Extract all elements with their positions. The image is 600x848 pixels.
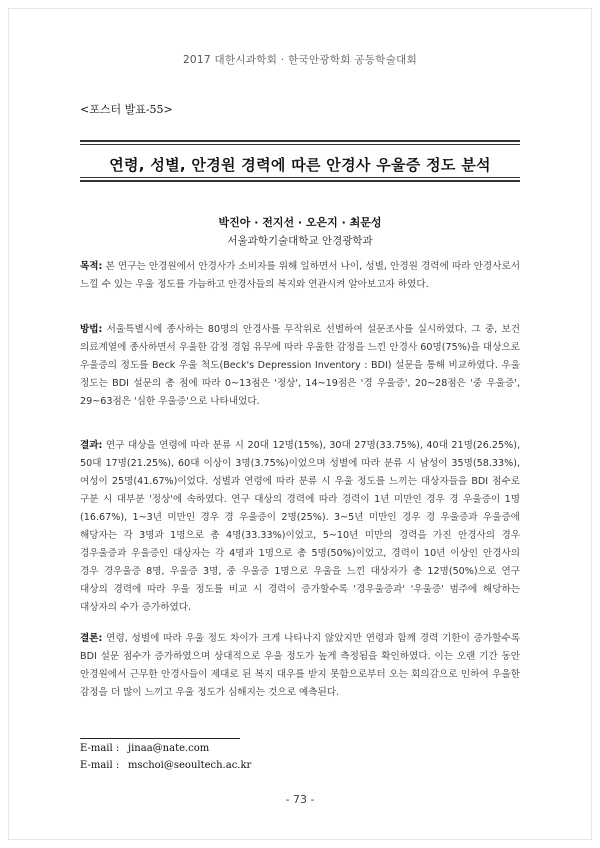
- page-border: [8, 8, 592, 840]
- results-label: 결과:: [80, 440, 103, 451]
- authors: 박진아 · 전지선 · 오은지 · 최문성: [218, 216, 382, 229]
- email-address[interactable]: jinaa@nate.com: [128, 743, 210, 754]
- results-section: [80, 437, 520, 617]
- objective-label: 목적:: [80, 261, 103, 272]
- conference-header: 2017 대한시과학회 · 한국안광학회 공동학술대회: [182, 54, 418, 66]
- email-label: E-mail :: [80, 760, 120, 771]
- page-number: - 73 -: [285, 793, 315, 806]
- conclusion-text: 연령, 성별에 따라 우울 정도 차이가 크게 나타나지 않았지만 연령과 함께 경력 기한이 증가할수록 BDI 설문 점수가 증가하였으며 상대적으로 우울 정도가 높게 측정됨을 확인하였다. 이는 오랜 기간 동안 안경원에서 근무한 안경사들이 제대로 된 복지 대우를 받지 못함으로부터 오는 회의감으로 인하여 우울한 감정을 더 많이 느끼고 우울 정도가 심해지는 것으로 예측된다.: [80, 633, 520, 698]
- email-label: E-mail :: [80, 743, 120, 754]
- paper-title: 연령, 성별, 안경원 경력에 따른 안경사 우울증 정도 분석: [109, 156, 491, 174]
- methods-section: [80, 321, 520, 411]
- poster-label: <포스터 발표-55>: [80, 103, 173, 116]
- email-line: [80, 760, 251, 771]
- conclusion-section: [80, 630, 520, 702]
- results-text: 연구 대상을 연령에 따라 분류 시 20대 12명(15%), 30대 27명(33.75%), 40대 21명(26.25%), 50대 17명(21.25%), 60대 이상이 3명(3.75%)이었으며 성별에 따라 분류 시 남성이 35명(58.33%), 여성이 25명(41.67%)이었다. 성별과 연령에 따라 분류 시 우울 정도를 느끼는 대상자들을 BDI 점수로 구분 시 대부분 '정상'에 속하였다. 연구 대상의 경력에 따라 경력이 1년 미만인 경우 경 우울증이 1명(16.67%), 1~3년 미만인 경우 경 우울증이 2명(25%). 3~5년 미만인 경우 경 우울증과 우울증에 해당자는 각 3명과 1명으로 총 4명(33.33%)이었고, 5~10년 미만의 경력을 가진 안경사의 경우 경우울증과 우울증인 대상자는 각 4명과 1명으로 총 5명(50%)이었고, 경력이 10년 이상인 안경사의 경우 경우울증 8명, 우울증 3명, 중 우울증 1명으로 우울을 느낀 대상자가 총 12명(50%)으로 연구 대상의 경력에 따라 우울 정도를 비교 시 경력이 증가할수록 '경우울증과' '우울증' 범주에 해당하는 대상자의 수가 증가하였다.: [80, 440, 520, 613]
- conclusion-label: 결론:: [80, 633, 103, 644]
- email-address[interactable]: mschoi@seoultech.ac.kr: [128, 760, 252, 771]
- objective-section: [80, 258, 520, 294]
- affiliation: 서울과학기술대학교 안경광학과: [227, 235, 373, 247]
- footnote-rule: [80, 738, 240, 739]
- objective-text: 본 연구는 안경원에서 안경사가 소비자를 위해 일하면서 나이, 성별, 안경원 경력에 따라 안경사로서 느낄 수 있는 우울 정도를 가늠하고 안경사들의 복지와 연관시켜 알아보고자 하였다.: [80, 261, 520, 290]
- title-box: [80, 140, 520, 182]
- methods-label: 방법:: [80, 324, 103, 335]
- email-line: [80, 743, 209, 754]
- methods-text: 서울특별시에 종사하는 80명의 안경사를 무작위로 선별하여 설문조사를 실시하였다. 그 중, 보건 의료계열에 종사하면서 우울한 감정 경험 유무에 따라 우울한 감정을 느낀 안경사 60명(75%)을 대상으로 우울증의 정도를 Beck 우울 척도(Beck's Depression Inventory : BDI) 설문을 통해 비교하였다. 우울 정도는 BDI 설문의 총 점에 따라 0~13점은 '정상', 14~19점은 '경 우울증', 20~28점은 '중 우울증', 29~63점은 '심한 우울증'으로 나타내었다.: [80, 324, 520, 407]
